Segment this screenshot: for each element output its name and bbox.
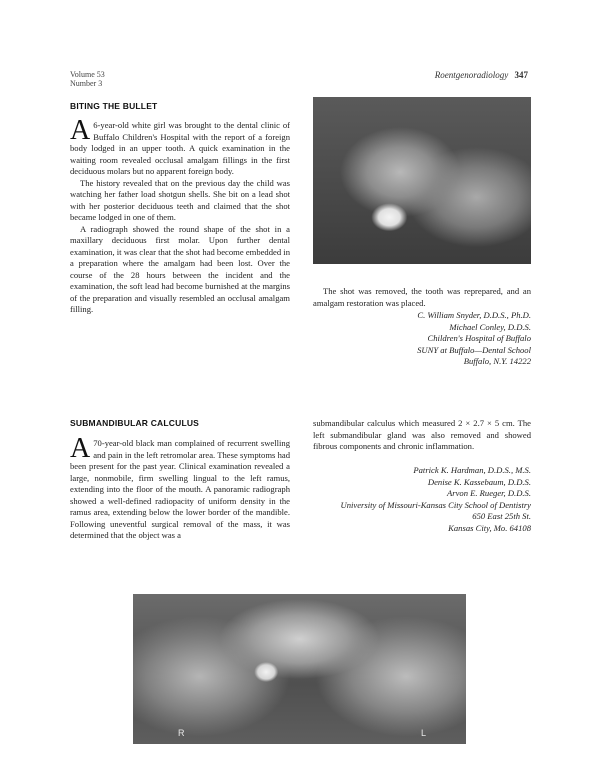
article2-continuation: submandibular calculus which measured 2 × 2.7 × 5 cm. The left submandibular gland was also removed and showed fibrous components and chronic inflammation.: [313, 418, 531, 451]
article1-title: BITING THE BULLET: [70, 101, 158, 111]
affiliation-2: SUNY at Buffalo—Dental School: [417, 344, 531, 355]
number-label: Number 3: [70, 79, 103, 88]
article1-para1: A 6-year-old white girl was brought to the dental clinic of Buffalo Children's Hospital with the report of a foreign body lodged in an upper tooth. A quick examination in the waiting room revealed occlusal amalgam fillings in the first deciduous molars but no apparent foreign body.: [70, 115, 290, 176]
address: Buffalo, N.Y. 14222: [463, 356, 531, 366]
author-1: C. William Snyder, D.D.S., Ph.D.: [417, 310, 531, 320]
author-3: Patrick K. Hardman, D.D.S., M.S.: [413, 465, 531, 475]
article1-para3: A radiograph showed the round shape of the shot in a maxillary deciduous first molar. Upon further dental examination, it was clear that the shot had become embedded in a preparation where the amalgam had been lost. Over the course of the 28 hours between the incident and the examination, the soft lead had become burnished at the margins of the preparation and visually resembled an occlusal amalgam filling.: [70, 223, 290, 314]
volume-label: Volume 53: [70, 70, 105, 79]
panoramic-left-marker: L: [420, 728, 426, 738]
article1-signature: [313, 310, 531, 368]
author-2: Michael Conley, D.D.S.: [449, 321, 531, 332]
affiliation-1: Children's Hospital of Buffalo: [427, 333, 531, 343]
tooth-radiograph-image: [313, 97, 531, 264]
article1-para2: The history revealed that on the previous day the child was watching her father load shotgun shells. She bit on a lead shot with her posterior deciduous teeth and claimed that the shot became lodged in one of them.: [70, 177, 290, 222]
running-title: Roentgenoradiology: [434, 70, 509, 80]
article2-dropcap: A: [70, 433, 91, 464]
running-header: [435, 70, 528, 80]
city-address: Kansas City, Mo. 64108: [448, 522, 531, 533]
article1-body: [70, 115, 290, 316]
panoramic-right-marker: R: [178, 728, 185, 738]
article1-dropcap: A: [70, 115, 91, 146]
article1-continuation: The shot was removed, the tooth was reprepared, and an amalgam restoration was placed.: [313, 286, 531, 308]
article2-title: SUBMANDIBULAR CALCULUS: [70, 418, 200, 428]
article2-signature: [313, 465, 531, 534]
author-5: Arvon E. Rueger, D.D.S.: [446, 488, 531, 498]
journal-volume-header: [70, 70, 105, 88]
panoramic-radiograph-image: [133, 594, 466, 744]
article2-body: [70, 433, 290, 542]
page-number: 347: [514, 70, 528, 80]
article2-para1: A 70-year-old black man complained of recurrent swelling and pain in the left retromolar area. These symptoms had been present for the past year. Clinical examination revealed a large, nonmobile, firm swelling lingual to the left ramus, extending into the floor of the mouth. A panoramic radiograph showed a well-defined radiopacity of uniform density in the ramus area, extending below the lower border of the mandible. Following uneventful surgical removal of the mass, it was determined that the object was a: [70, 433, 290, 540]
street-address: 650 East 25th St.: [472, 511, 531, 521]
affiliation-3: University of Missouri-Kansas City School of Dentistry: [340, 499, 531, 510]
author-4: Denise K. Kassebaum, D.D.S.: [427, 476, 531, 487]
